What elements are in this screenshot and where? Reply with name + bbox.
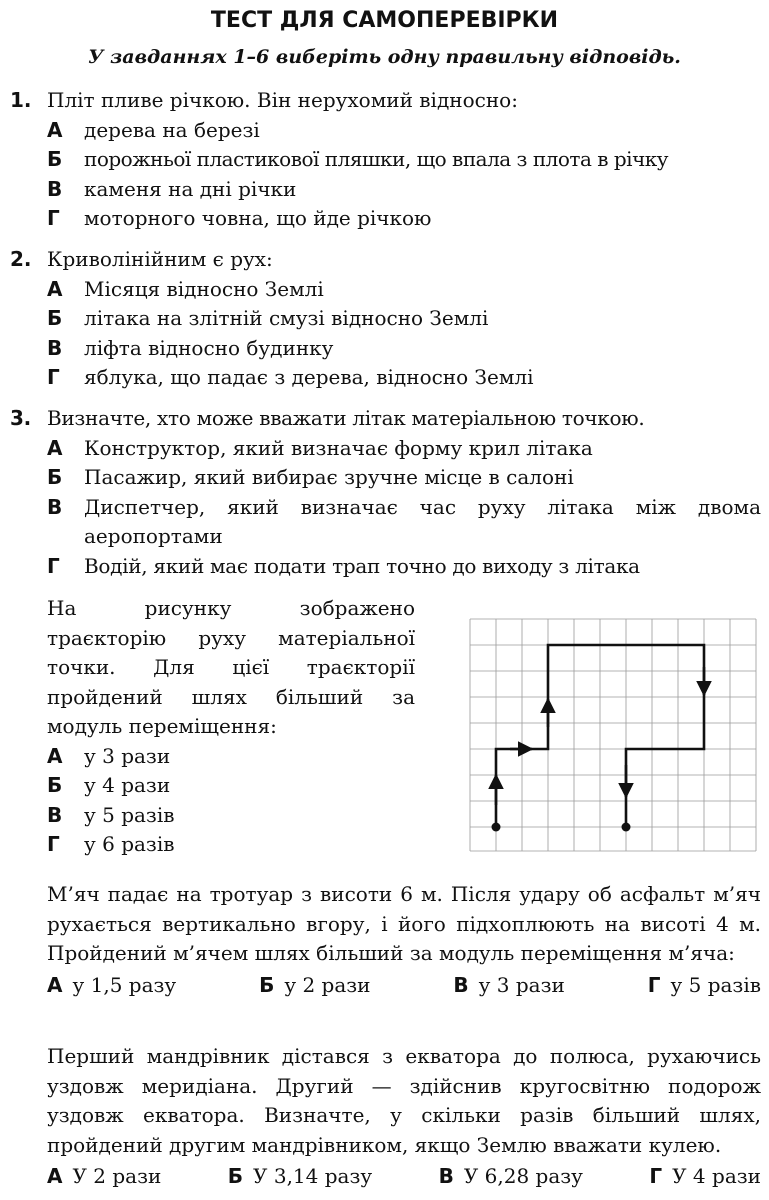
option-c[interactable] xyxy=(10,493,761,552)
option-letter: Б xyxy=(259,972,275,997)
option-d[interactable] xyxy=(649,1162,761,1192)
option-text: Пасажир, який вибирає зручне місце в салоні xyxy=(84,465,574,489)
option-letter: А xyxy=(47,972,63,997)
option-letter: А xyxy=(47,1164,63,1188)
option-letter: Б xyxy=(47,773,63,797)
option-letter: А xyxy=(47,117,63,142)
option-a[interactable] xyxy=(10,116,761,146)
option-letter: Б xyxy=(47,465,63,489)
option-text: порожньої пластикової пляшки, що впала з плота в річку xyxy=(84,147,669,171)
option-b[interactable] xyxy=(10,304,761,334)
option-text: ліфта відносно будинку xyxy=(84,335,334,360)
option-letter: А xyxy=(47,435,63,460)
option-a[interactable] xyxy=(10,275,761,305)
question-number: 3. xyxy=(10,406,31,430)
option-text: у 5 разів xyxy=(670,972,761,997)
option-text: яблука, що падає з дерева, відносно Землі xyxy=(84,365,534,389)
question-5 xyxy=(10,880,761,1000)
option-letter: В xyxy=(453,972,469,997)
option-text: у 4 рази xyxy=(84,773,171,797)
option-c[interactable] xyxy=(10,801,415,831)
question-number xyxy=(10,594,47,624)
option-d[interactable] xyxy=(648,971,761,1001)
option-c[interactable] xyxy=(453,971,564,1001)
option-d[interactable] xyxy=(10,363,761,393)
question-3 xyxy=(10,404,761,581)
start-point xyxy=(492,823,501,832)
option-text: дерева на березі xyxy=(84,117,260,142)
option-b[interactable] xyxy=(228,1162,372,1192)
option-b[interactable] xyxy=(10,145,761,175)
instructions: У завданнях 1–6 виберіть одну правильну відповідь. xyxy=(88,46,681,68)
option-text: каменя на дні річки xyxy=(84,176,297,201)
option-letter: А xyxy=(47,743,63,768)
option-letter: А xyxy=(47,276,63,301)
option-text: Диспетчер, який визначає час руху літака між двома аеропортами xyxy=(84,494,761,548)
option-a[interactable] xyxy=(47,1162,161,1192)
question-number xyxy=(10,1042,47,1072)
option-b[interactable] xyxy=(10,463,761,493)
option-c[interactable] xyxy=(10,334,761,364)
option-a[interactable] xyxy=(10,434,761,464)
option-letter: Б xyxy=(227,1164,244,1188)
question-text: Перший мандрівник дістався з екватора до полюса, рухаючись уздовж меридіана. Другий — здійснив кругосвітню подорож уздовж екватора. Визначте, у скільки разів більший шлях, пройдений другим мандрівником, якщо Землю вважати кулею. xyxy=(47,1044,761,1157)
option-letter: В xyxy=(438,1164,454,1188)
question-text: Криволінійним є рух: xyxy=(47,247,273,271)
option-text: у 2 рази xyxy=(284,972,371,997)
option-c[interactable] xyxy=(439,1162,583,1192)
trajectory-figure xyxy=(466,615,758,855)
option-a[interactable] xyxy=(10,742,415,772)
option-letter: Г xyxy=(47,553,60,578)
option-d[interactable] xyxy=(10,552,761,582)
question-2 xyxy=(10,245,761,393)
option-text: у 1,5 разу xyxy=(72,972,177,997)
option-text: літака на злітній смузі відносно Землі xyxy=(84,306,489,330)
option-text: у 5 разів xyxy=(84,802,175,827)
option-c[interactable] xyxy=(10,175,761,205)
option-text: У 6,28 разу xyxy=(463,1164,583,1188)
option-a[interactable] xyxy=(47,971,176,1001)
option-letter: Г xyxy=(647,972,661,997)
option-text: у 3 рази xyxy=(84,743,171,768)
option-d[interactable] xyxy=(10,204,761,234)
option-text: У 3,14 разу xyxy=(253,1164,373,1188)
option-text: У 2 рази xyxy=(72,1164,162,1188)
option-text: у 3 рази xyxy=(478,972,565,997)
option-letter: Г xyxy=(47,365,60,389)
grid-lines xyxy=(470,619,756,851)
option-letter: Б xyxy=(47,147,62,171)
option-letter: В xyxy=(47,494,63,519)
question-6 xyxy=(10,1042,761,1192)
option-text: Водій, який має подати трап точно до виходу з літака xyxy=(84,553,640,578)
question-number: 1. xyxy=(10,88,32,112)
question-text: М’яч падає на тротуар з висоти 6 м. Після удару об асфальт м’яч рухається вертикально вгору, і його підхоплюють на висоті 4 м. Пройдений м’ячем шлях більший за модуль переміщення м’яча: xyxy=(47,882,761,965)
option-letter: Г xyxy=(47,206,60,230)
option-text: Місяця відносно Землі xyxy=(84,276,324,301)
option-letter: Г xyxy=(47,832,60,856)
option-letter: В xyxy=(47,802,63,827)
question-number: 2. xyxy=(10,247,32,271)
option-letter: В xyxy=(47,335,63,360)
option-letter: Б xyxy=(47,306,63,330)
question-number xyxy=(10,880,47,910)
question-text: На рисунку зображено траєкторію руху матеріальної точки. Для цієї траєкторії пройдений шлях більший за модуль переміщення: xyxy=(47,596,415,738)
question-4 xyxy=(10,594,415,860)
option-text: моторного човна, що йде річкою xyxy=(84,206,432,230)
question-1 xyxy=(10,86,761,234)
option-b[interactable] xyxy=(259,971,370,1001)
option-letter: В xyxy=(47,176,63,201)
option-text: У 4 рази xyxy=(672,1164,761,1188)
end-point xyxy=(622,823,631,832)
option-text: у 6 разів xyxy=(84,832,175,856)
question-text: Пліт пливе річкою. Він нерухомий відносно: xyxy=(47,88,518,112)
page-title: ТЕСТ ДЛЯ САМОПЕРЕВІРКИ xyxy=(210,8,559,33)
question-text: Визначте, хто може вважати літак матеріальною точкою. xyxy=(47,406,645,430)
option-d[interactable] xyxy=(10,830,415,860)
option-text: Конструктор, який визначає форму крил літака xyxy=(84,435,593,460)
option-letter: Г xyxy=(649,1164,663,1188)
option-b[interactable] xyxy=(10,771,415,801)
